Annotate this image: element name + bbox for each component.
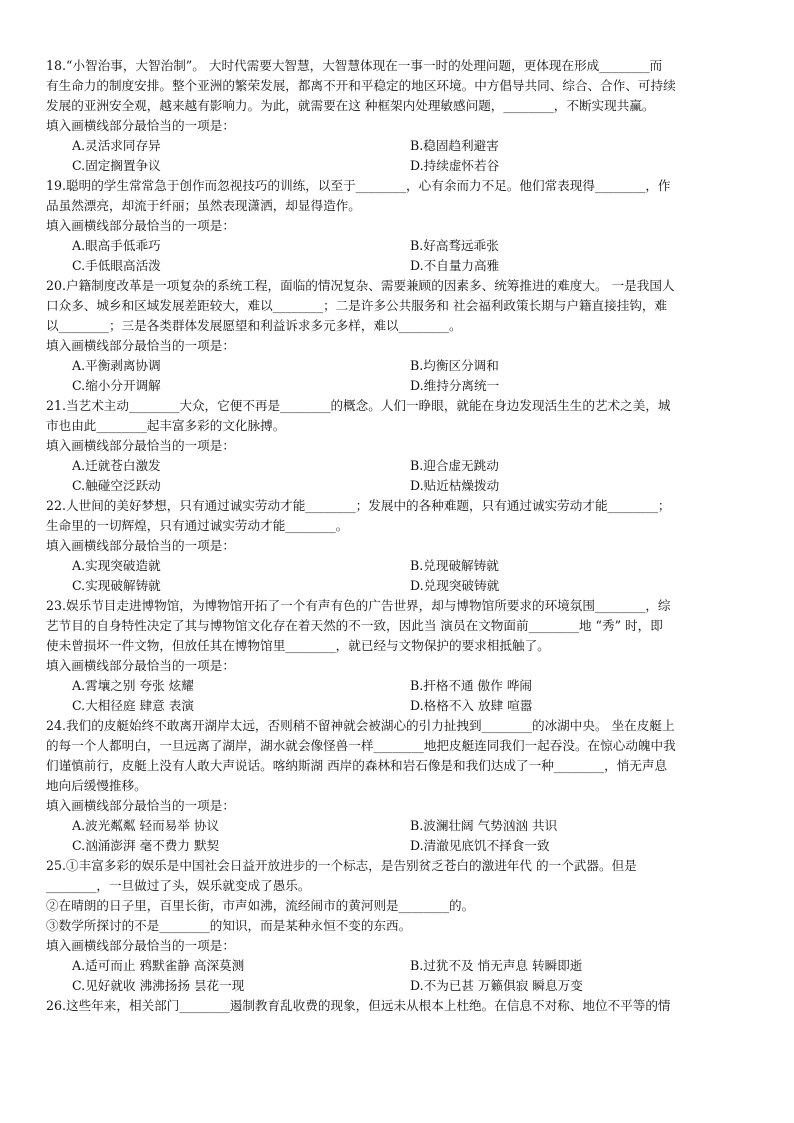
option-a: A.迁就苍白激发 (72, 458, 161, 473)
option-d: D.贴近枯燥拨动 (410, 478, 500, 493)
question-stem-line: ③数学所探讨的不是________的知识，而是某种永恒不变的东西。 (46, 918, 412, 933)
option-c: C.固定搁置争议 (72, 158, 161, 173)
question-stem-line: 23.娱乐节目走进博物馆，为博物馆开拓了一个有声有色的广告世界，却与博物馆所要求的环境氛围________，综 (46, 598, 671, 613)
option-b: B.好高骛远乖张 (410, 238, 499, 253)
question-25 (46, 856, 750, 996)
question-prompt: 填入画横线部分最恰当的一项是： (46, 538, 235, 553)
answer-options (72, 136, 750, 176)
option-b: B.迎合虚无跳动 (410, 458, 499, 473)
option-a: A.眼高手低乖巧 (72, 238, 161, 253)
option-b: B.兑现破解铸就 (410, 558, 499, 573)
question-prompt: 填入画横线部分最恰当的一项是： (46, 438, 235, 453)
option-a: A.适可而止 鸦默雀静 高深莫测 (72, 958, 245, 973)
option-a: A.灵活求同存异 (72, 138, 161, 153)
question-stem-line: 的每一个人都明白，一旦远离了湖岸，湖水就会像怪兽一样________地把皮艇连同我们一起吞没。在惊心动魄中我 (46, 738, 676, 753)
option-d: D.持续虚怀若谷 (410, 158, 500, 173)
question-prompt: 填入画横线部分最恰当的一项是： (46, 938, 235, 953)
option-c: C.见好就收 沸沸扬扬 昙花一现 (72, 978, 245, 993)
option-b: B.均衡区分调和 (410, 358, 499, 373)
exam-page (46, 56, 750, 1016)
question-stem-line: 市也由此________起丰富多彩的文化脉搏。 (46, 418, 286, 433)
question-stem-line: 26.这些年来，相关部门________遏制教育乱收费的现象，但远未从根本上杜绝。在信息不对称、地位不平等的情 (46, 998, 671, 1013)
question-stem-line: 发展的亚洲安全观，越来越有影响力。为此，就需要在这 种框架内处理敏感问题，________，不断实现共赢。 (46, 98, 655, 113)
option-a: A.平衡剥离协调 (72, 358, 161, 373)
option-c: C.大相径庭 肆意 表演 (72, 698, 194, 713)
question-19 (46, 176, 750, 276)
question-26 (46, 996, 750, 1016)
question-stem-line: 品虽然漂亮，却流于纤丽；虽然表现潇洒，却显得造作。 (46, 198, 361, 213)
option-a: A.波光粼粼 轻而易举 协议 (72, 818, 220, 833)
question-stem-line: 21.当艺术主动________大众，它便不再是________的概念。人们一睁眼，就能在身边发现活生生的艺术之美，城 (46, 398, 671, 413)
question-stem-line: 地向后缓慢推移。 (46, 778, 147, 793)
question-stem-line: 生命里的一切辉煌，只有通过诚实劳动才能________。 (46, 518, 349, 533)
question-stem-line: 22.人世间的美好梦想，只有通过诚实劳动才能________；发展中的各种难题，只有通过诚实劳动才能________； (46, 498, 671, 513)
answer-options (72, 456, 750, 496)
question-stem-line: ②在晴朗的日子里，百里长街，市声如沸，流经闹市的黄河则是________的。 (46, 898, 475, 913)
option-d: D.不为已甚 万籁俱寂 瞬息万变 (410, 978, 583, 993)
option-c: C.缩小分开调解 (72, 378, 161, 393)
option-d: D.兑现突破铸就 (410, 578, 500, 593)
answer-options (72, 956, 750, 996)
question-20 (46, 276, 750, 396)
option-a: A.实现突破造就 (72, 558, 161, 573)
option-c: C.触碰空泛跃动 (72, 478, 161, 493)
question-stem-line: 以________；三是各类群体发展愿望和利益诉求多元多样，难以________。 (46, 318, 462, 333)
question-prompt: 填入画横线部分最恰当的一项是： (46, 338, 235, 353)
answer-options (72, 356, 750, 396)
question-stem-line: 19.聪明的学生常常急于创作而忽视技巧的训练，以至于________，心有余而力不足。他们常表现得________，作 (46, 178, 671, 193)
question-stem-line: 口众多、城乡和区域发展差距较大，难以________；二是许多公共服务和 社会福利政策长期与户籍直接挂钩，难 (46, 298, 668, 313)
option-c: C.汹涌澎湃 毫不费力 默契 (72, 838, 220, 853)
question-stem-line: 25.①丰富多彩的娱乐是中国社会日益开放进步的一个标志，是告别贫乏苍白的激进年代 的一个武器。但是 (46, 858, 637, 873)
question-prompt: 填入画横线部分最恰当的一项是： (46, 218, 235, 233)
question-stem-line: 18.“小智治事，大智治制”。 大时代需要大智慧，大智慧体现在一事一时的处理问题，更体现在形成________而 (46, 58, 663, 73)
question-stem-line: 24.我们的皮艇始终不敢离开湖岸太远，否则稍不留神就会被湖心的引力扯拽到________的冰湖中央。 坐在皮艇上 (46, 718, 675, 733)
option-d: D.清澈见底饥不择食一致 (410, 838, 550, 853)
answer-options (72, 676, 750, 716)
question-21 (46, 396, 750, 496)
option-d: D.维持分离统一 (410, 378, 500, 393)
answer-options (72, 556, 750, 596)
question-22 (46, 496, 750, 596)
question-stem-line: 使未曾损坏一件文物，但放任其在博物馆里________，就已经与文物保护的要求相抵触了。 (46, 638, 550, 653)
question-stem-line: 艺节目的自身特性决定了其与博物馆文化存在着天然的不一致，因此当 演员在文物面前________地 “秀” 时，即 (46, 618, 663, 633)
question-prompt: 填入画横线部分最恰当的一项是： (46, 118, 235, 133)
question-prompt: 填入画横线部分最恰当的一项是： (46, 798, 235, 813)
option-b: B.扞格不通 傲作 哗闹 (410, 678, 533, 693)
question-prompt: 填入画横线部分最恰当的一项是： (46, 658, 235, 673)
question-24 (46, 716, 750, 856)
question-stem-line: 有生命力的制度安排。整个亚洲的繁荣发展，都离不开和平稳定的地区环境。中方倡导共同、综合、合作、可持续 (46, 78, 676, 93)
question-stem-line: ________，一旦做过了头，娱乐就变成了愚乐。 (46, 878, 311, 893)
option-d: D.不自量力高雅 (410, 258, 500, 273)
option-a: A.霄壤之别 夸张 炫耀 (72, 678, 194, 693)
question-23 (46, 596, 750, 716)
option-c: C.手低眼高活泼 (72, 258, 161, 273)
option-d: D.格格不入 放肆 喧嚣 (410, 698, 533, 713)
option-b: B.稳固趋利避害 (410, 138, 499, 153)
question-stem-line: 20.户籍制度改革是一项复杂的系统工程，面临的情况复杂、需要兼顾的因素多、统筹推进的难度大。 一是我国人 (46, 278, 675, 293)
question-18 (46, 56, 750, 176)
answer-options (72, 816, 750, 856)
option-b: B.过犹不及 悄无声息 转瞬即逝 (410, 958, 583, 973)
answer-options (72, 236, 750, 276)
question-stem-line: 们谨慎前行，皮艇上没有人敢大声说话。喀纳斯湖 西岸的森林和岩石像是和我们达成了一种________，悄无声息 (46, 758, 668, 773)
option-c: C.实现破解铸就 (72, 578, 161, 593)
option-b: B.波澜壮阔 气势汹汹 共识 (410, 818, 558, 833)
